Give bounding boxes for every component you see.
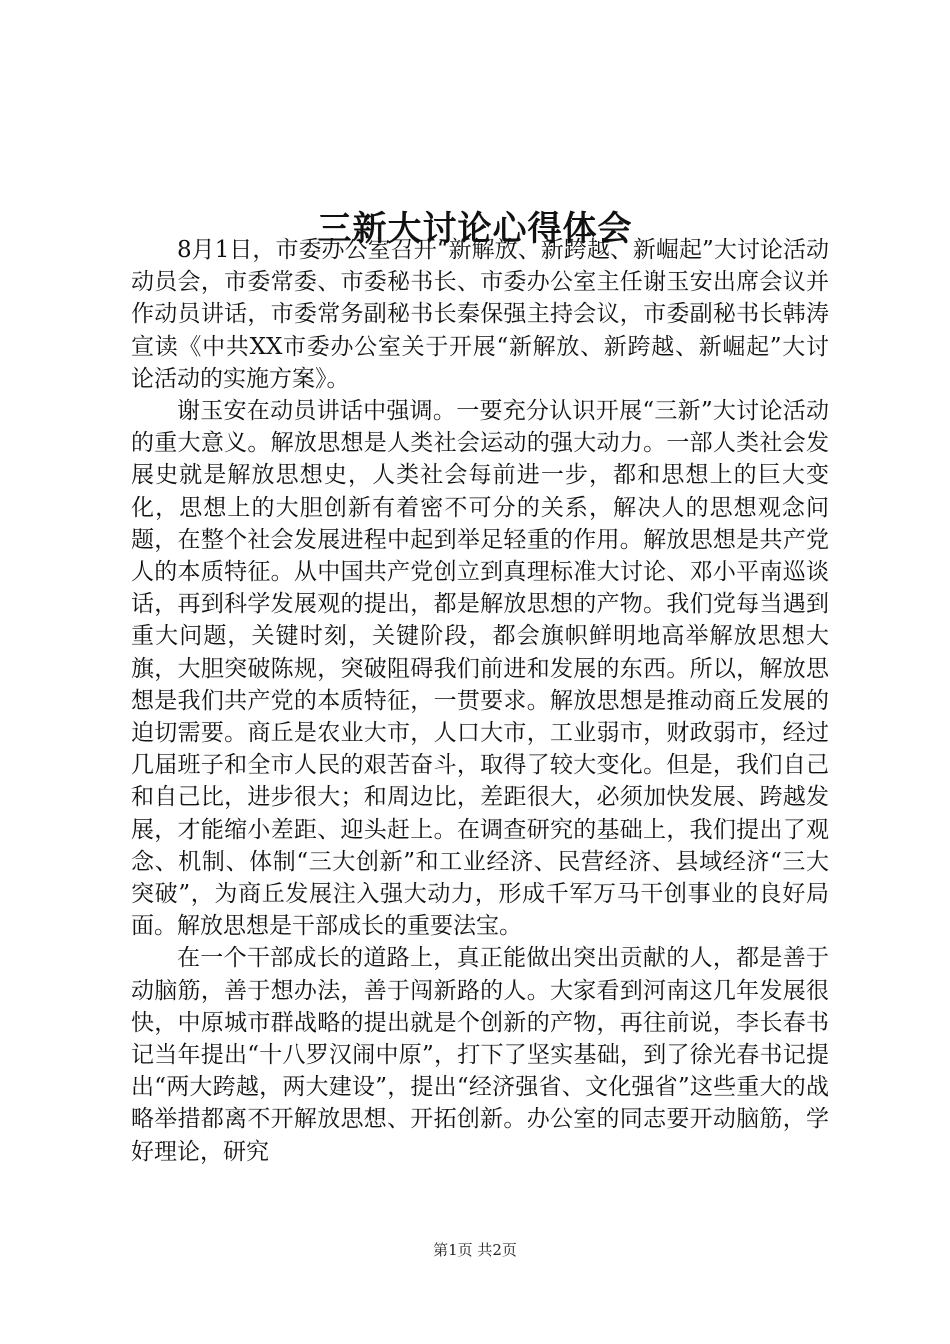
document-title: 三新大讨论心得体会 xyxy=(317,208,633,249)
paragraph-3: 在一个干部成长的道路上，真正能做出突出贡献的人，都是善于动脑筋，善于想办法，善于闯新路的人。大家看到河南这几年发展很快，中原城市群战略的提出就是个创新的产物，再往前说，李长春书记当年提出“十八罗汉闹中原”，打下了坚实基础，到了徐光春书记提出“两大跨越，两大建设”，提出“经济强省、文化强省”这些重大的战略举措都离不开解放思想、开拓创新。办公室的同志要开动脑筋，学好理论，研究 xyxy=(131,945,829,1165)
page-number-footer: 第1页 共2页 xyxy=(433,1241,517,1259)
paragraph-2: 谢玉安在动员讲话中强调。一要充分认识开展“三新”大讨论活动的重大意义。解放思想是人类社会运动的强大动力。一部人类社会发展史就是解放思想史，人类社会每前进一步，都和思想上的巨大变化，思想上的大胆创新有着密不可分的关系，解决人的思想观念问题，在整个社会发展进程中起到举足轻重的作用。解放思想是共产党人的本质特征。从中国共产党创立到真理标准大讨论、邓小平南巡谈话，再到科学发展观的提出，都是解放思想的产物。我们党每当遇到重大问题，关键时刻，关键阶段，都会旗帜鲜明地高举解放思想大旗，大胆突破陈规，突破阻碍我们前进和发展的东西。所以，解放思想是我们共产党的本质特征，一贯要求。解放思想是推动商丘发展的迫切需要。商丘是农业大市，人口大市，工业弱市，财政弱市，经过几届班子和全市人民的艰苦奋斗，取得了较大变化。但是，我们自己和自己比，进步很大；和周边比，差距很大，必须加快发展、跨越发展，才能缩小差距、迎头赶上。在调查研究的基础上，我们提出了观念、机制、体制“三大创新”和工业经济、民营经济、县域经济“三大突破”，为商丘发展注入强大动力，形成千军万马干创事业的良好局面。解放思想是干部成长的重要法宝。 xyxy=(131,398,829,940)
paragraph-1: 8月1日，市委办公室召开“新解放、新跨越、新崛起”大讨论活动动员会，市委常委、市委秘书长、市委办公室主任谢玉安出席会议并作动员讲话，市委常务副秘书长秦保强主持会议，市委副秘书长韩涛宣读《中共XX市委办公室关于开展“新解放、新跨越、新崛起”大讨论活动的实施方案》。 xyxy=(131,237,829,392)
document-body xyxy=(131,234,829,1184)
